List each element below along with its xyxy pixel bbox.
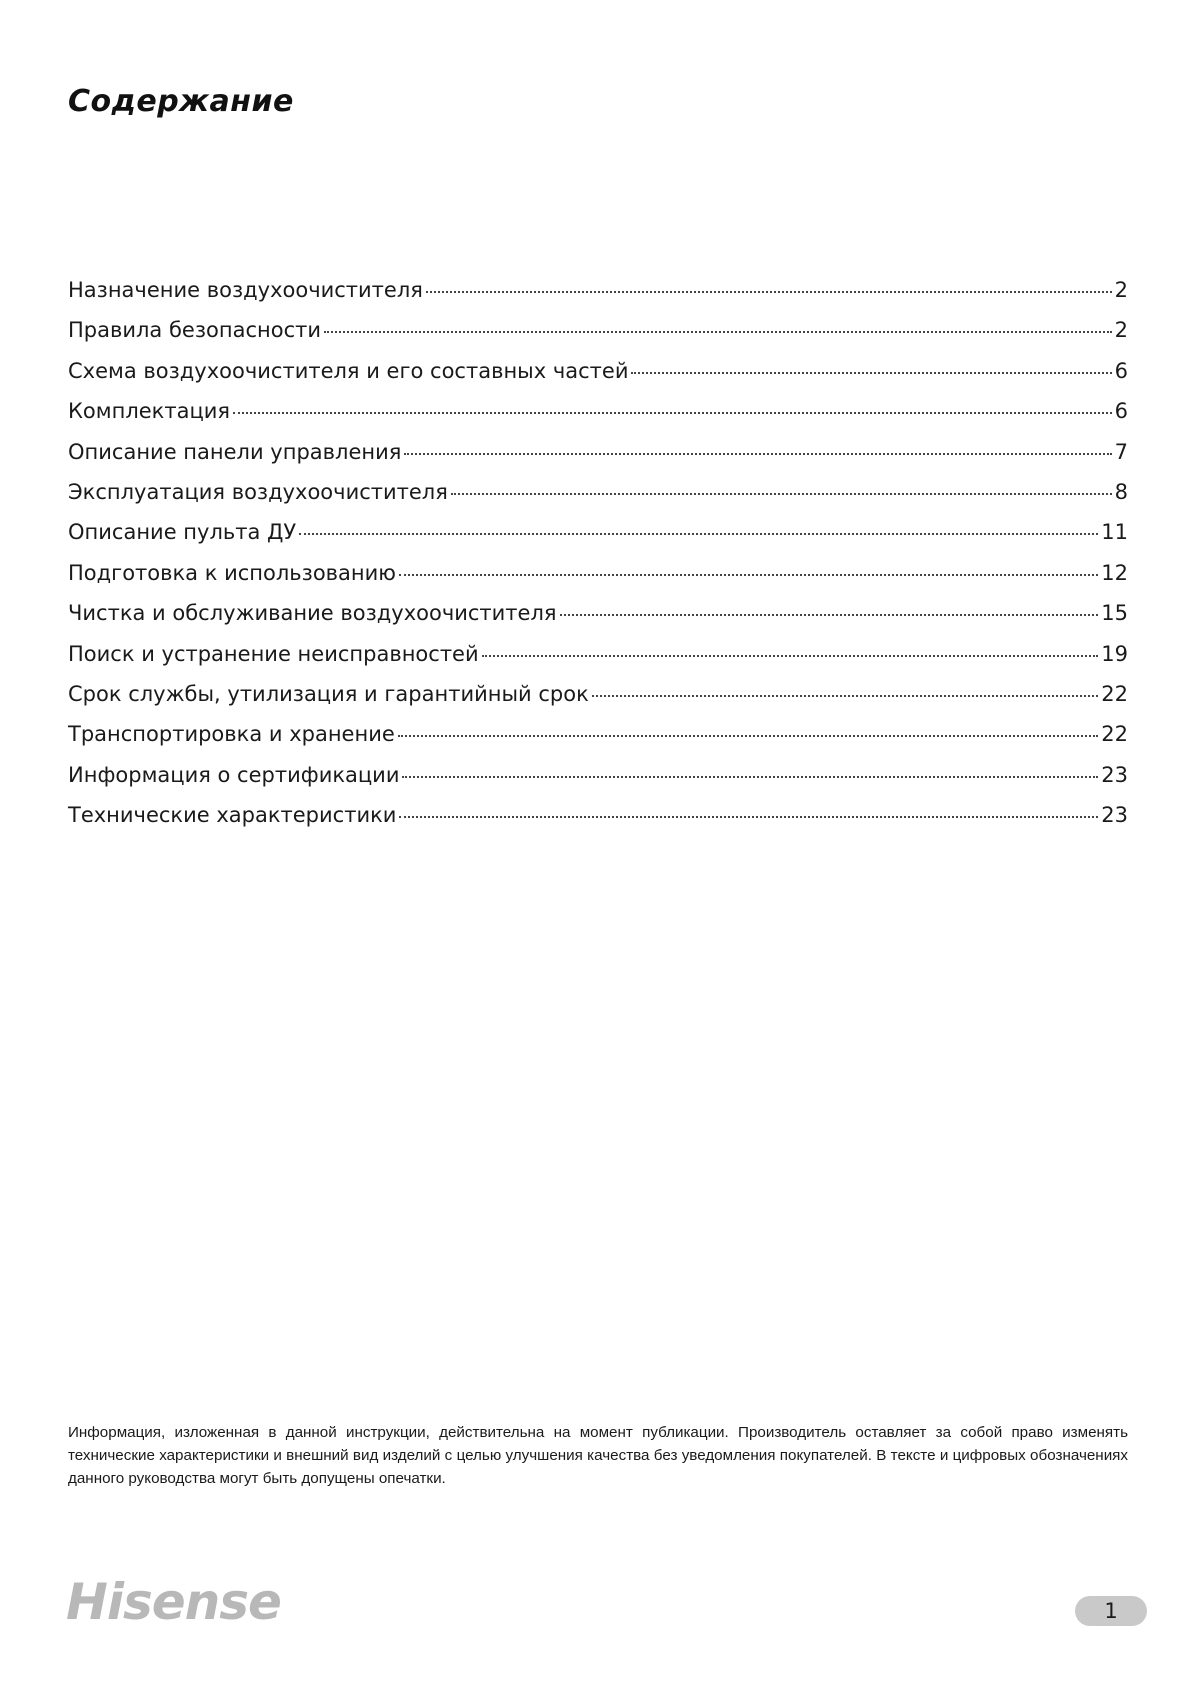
toc-leader-dots <box>404 453 1111 455</box>
toc-entry-label: Правила безопасности <box>68 318 322 343</box>
toc-leader-dots <box>402 776 1098 778</box>
toc-entry-page: 15 <box>1101 601 1128 626</box>
toc-entry[interactable] <box>68 480 1128 520</box>
toc-entry-page: 11 <box>1101 520 1128 545</box>
toc-leader-dots <box>324 331 1112 333</box>
toc-entry[interactable] <box>68 359 1128 399</box>
toc-entry-page: 6 <box>1114 399 1128 424</box>
toc-entry[interactable] <box>68 561 1128 601</box>
toc-entry-page: 2 <box>1114 278 1128 302</box>
toc-entry-label: Срок службы, утилизация и гарантийный срок <box>68 681 589 706</box>
toc-entry-label: Чистка и обслуживание воздухоочистителя <box>68 601 557 626</box>
toc-entry-label: Технические характеристики <box>68 803 397 828</box>
toc-leader-dots <box>631 372 1111 374</box>
toc-entry[interactable] <box>68 601 1128 641</box>
toc-entry-page: 23 <box>1101 762 1128 787</box>
toc-entry[interactable] <box>68 682 1128 722</box>
toc-leader-dots <box>233 412 1112 414</box>
toc-entry-label: Подготовка к использованию <box>68 560 396 585</box>
toc-entry-page: 7 <box>1114 439 1128 464</box>
toc-leader-dots <box>560 614 1099 616</box>
toc-entry[interactable] <box>68 318 1128 358</box>
toc-leader-dots <box>592 695 1098 697</box>
toc-entry[interactable] <box>68 399 1128 439</box>
toc-entry-label: Назначение воздухоочистителя <box>68 278 423 302</box>
table-of-contents <box>68 278 1128 843</box>
toc-leader-dots <box>398 735 1098 737</box>
toc-entry-page: 19 <box>1101 641 1128 666</box>
toc-entry-page: 22 <box>1101 681 1128 706</box>
page-number: 1 <box>1104 1599 1118 1623</box>
toc-entry-label: Описание панели управления <box>68 439 402 464</box>
toc-leader-dots <box>482 655 1099 657</box>
toc-entry-label: Описание пульта ДУ <box>68 520 297 545</box>
toc-entry-page: 6 <box>1114 358 1128 383</box>
toc-entry-page: 12 <box>1101 560 1128 585</box>
toc-entry[interactable] <box>68 278 1128 318</box>
toc-entry-page: 8 <box>1114 479 1128 504</box>
toc-entry[interactable] <box>68 763 1128 803</box>
toc-leader-dots <box>399 574 1098 576</box>
toc-entry[interactable] <box>68 803 1128 843</box>
page-number-badge <box>1075 1596 1147 1626</box>
toc-entry-page: 23 <box>1101 803 1128 828</box>
toc-leader-dots <box>399 816 1098 818</box>
toc-entry-page: 22 <box>1101 722 1128 747</box>
page-title: Содержание <box>68 84 294 119</box>
toc-entry-page: 2 <box>1114 318 1128 343</box>
toc-entry-label: Поиск и устранение неисправностей <box>68 641 479 666</box>
toc-leader-dots <box>451 493 1112 495</box>
disclaimer-text: Информация, изложенная в данной инструкции, действительна на момент публикации. Производитель оставляет за собой право изменять технические характеристики и внешний вид изделий с целью улучшения качества без уведомления покупателей. В тексте и цифровых обозначениях данного руководства могут быть допущены опечатки. <box>68 1424 1128 1487</box>
toc-entry[interactable] <box>68 722 1128 762</box>
toc-entry[interactable] <box>68 520 1128 560</box>
toc-entry-label: Комплектация <box>68 399 231 424</box>
toc-entry-label: Информация о сертификации <box>68 762 400 787</box>
toc-leader-dots <box>299 533 1098 535</box>
toc-leader-dots <box>426 291 1112 293</box>
toc-entry-label: Эксплуатация воздухоочистителя <box>68 479 448 504</box>
toc-entry-label: Транспортировка и хранение <box>68 722 395 747</box>
toc-entry[interactable] <box>68 642 1128 682</box>
toc-entry[interactable] <box>68 440 1128 480</box>
brand-logo: Hisense <box>66 1573 281 1631</box>
toc-entry-label: Схема воздухоочистителя и его составных частей <box>68 358 629 383</box>
